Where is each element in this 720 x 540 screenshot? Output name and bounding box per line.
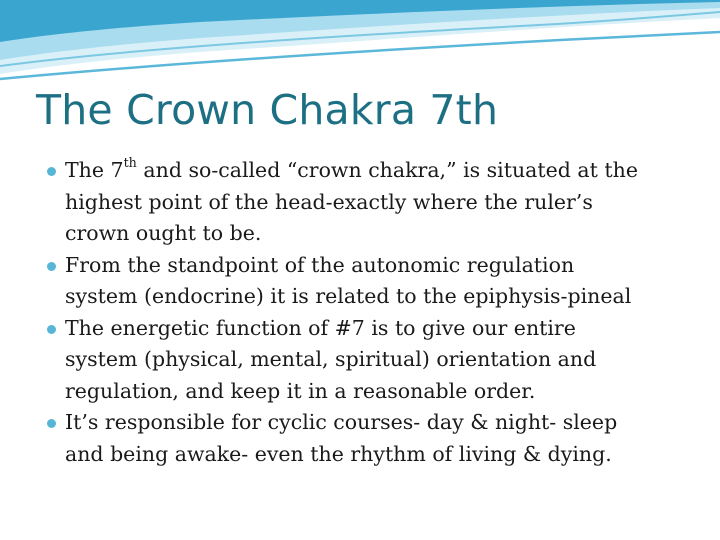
bullet-dot-icon [47, 167, 56, 176]
line-text: and being awake- even the rhythm of living & dying. [65, 441, 612, 466]
superscript-text: th [123, 155, 137, 171]
line-text: highest point of the head-exactly where the ruler’s [65, 189, 593, 214]
bullet-line [65, 313, 685, 345]
bullet-dot-icon [47, 419, 56, 428]
line-text: system (physical, mental, spiritual) orientation and [65, 347, 597, 371]
line-text: regulation, and keep it in a reasonable order. [65, 378, 536, 403]
bullet-line [65, 281, 685, 313]
bullet-line [65, 218, 685, 250]
line-text: It’s responsible for cyclic courses- day & night- sleep [65, 410, 618, 434]
bullet-line [65, 344, 685, 376]
bullet-text [65, 155, 685, 250]
bullet-line [65, 250, 685, 282]
line-text: crown ought to be. [65, 221, 262, 245]
bullet-text [65, 407, 685, 470]
bullet-list [0, 155, 685, 470]
line-text: From the standpoint of the autonomic regulation [65, 252, 575, 277]
bullet-line [65, 407, 685, 439]
line-text: The energetic function of #7 is to give our entire [65, 315, 576, 340]
line-text: system (endocrine) it is related to the epiphysis-pineal [65, 284, 632, 308]
line-text: The 7 [65, 158, 124, 182]
bullet-dot-icon [47, 262, 56, 271]
bullet-line [65, 187, 685, 219]
bullet-dot-icon [47, 325, 56, 334]
bullet-text [65, 313, 685, 408]
bullet-text [65, 250, 685, 313]
line-text: and so-called “crown chakra,” is situated at the [136, 158, 638, 182]
bullet-line [65, 155, 685, 187]
bullet-line [65, 376, 685, 408]
bullet-line [65, 439, 685, 471]
slide-title: The Crown Chakra 7th [36, 86, 499, 134]
bullet-item [0, 407, 685, 470]
header-wave-decoration [0, 0, 720, 90]
bullet-item [0, 313, 685, 408]
bullet-item [0, 155, 685, 250]
bullet-item [0, 250, 685, 313]
